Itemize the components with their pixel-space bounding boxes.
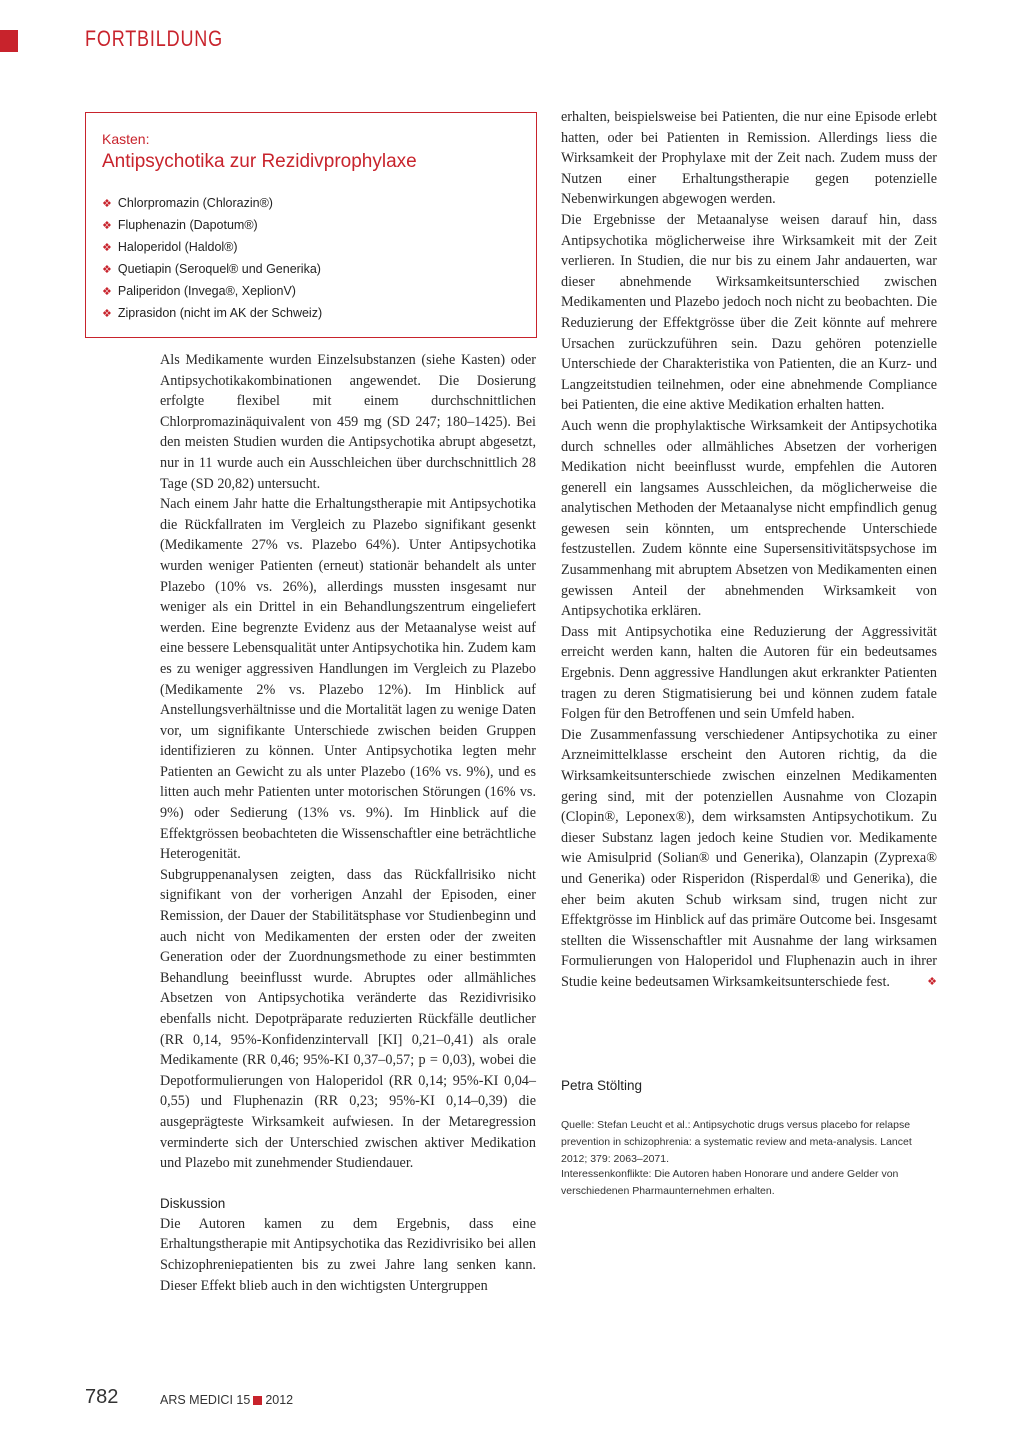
- paragraph: Die Ergebnisse der Metaanalyse weisen darauf hin, dass Antipsychotika möglicherweise ihre Wirksamkeit mit der Zeit verlieren. In Studien, die nur bis zu einem Jahr andauerten, war dieser abnehmende Wirksamkeitsunterschied zwischen Medikamenten und Plazebo jedoch noch nicht zu beobachten. Die Reduzierung der Effektgrösse über die Zeit könnte auf mehrere Ursachen zurückzuführen sein. Dazu gehören potenzielle Unterschiede der Charakteristika von Patienten, die an Kurz- und Langzeitstudien teilnehmen, oder eine abnehmende Compliance bei Patienten, die eine aktive Medikation erhalten hatten.: [561, 211, 937, 414]
- list-item: ❖ Quetiapin (Seroquel® und Generika): [102, 262, 321, 276]
- paragraph: Dass mit Antipsychotika eine Reduzierung der Aggressivität erreicht werden kann, halten die Autoren für ein bedeutsames Ergebnis. Denn aggressive Handlungen akut erkrankter Patienten tragen zu deren Stigmatisierung bei und können zudem fatale Folgen für den Betroffenen und sein Umfeld haben.: [561, 623, 937, 723]
- diamond-icon: ❖: [102, 264, 112, 276]
- paragraph: Die Autoren kamen zu dem Ergebnis, dass eine Erhaltungstherapie mit Antipsychotika das Rezidivrisiko bei allen Schizophreniepatienten bis zu zwei Jahre lang senken kann. Dieser Effekt blieb auch in den wichtigsten Untergruppen: [160, 1215, 536, 1294]
- diamond-icon: ❖: [102, 286, 112, 298]
- box-label: Kasten:: [102, 131, 150, 147]
- paragraph: Als Medikamente wurden Einzelsubstanzen (siehe Kasten) oder Antipsychotikakombinationen angewendet. Die Dosierung erfolgte flexibel mit einem durchschnittlichen Chlorpromazinäquivalent von 459 mg (SD 247; 180–1425). Bei den meisten Studien wurden die Antipsychotika abrupt abgesetzt, nur in 11 wurde auch ein Ausschleichen über durchschnittlich 28 Tage (SD 20,82) untersucht.: [160, 352, 536, 492]
- list-item: ❖ Ziprasidon (nicht im AK der Schweiz): [102, 306, 323, 320]
- list-item: ❖ Fluphenazin (Dapotum®): [102, 218, 258, 232]
- diamond-icon: ❖: [102, 308, 112, 320]
- section-title: FORTBILDUNG: [85, 26, 223, 51]
- paragraph: Auch wenn die prophylaktische Wirksamkeit der Antipsychotika durch schnelles oder allmähliches Absetzen der vorherigen Medikation nicht beeinflusst wurde, empfehlen die Autoren generell ein langsames Ausschleichen, da möglicherweise die analytischen Methoden der Metaanalyse nicht empfindlich genug gewesen sein könnten, um entsprechende Unterschiede festzustellen. Zudem könnte eine Supersensitivitätspsychose im Zusammenhang mit abruptem Absetzen von Medikamenten einen gewissen Anteil der abnehmenden Wirksamkeit von Antipsychotika erklären.: [561, 417, 937, 620]
- section-accent-bar: [0, 30, 18, 52]
- list-item: ❖ Paliperidon (Invega®, XeplionV): [102, 284, 296, 298]
- diamond-icon: ❖: [102, 242, 112, 254]
- diamond-icon: ❖: [102, 198, 112, 210]
- paragraph: Die Zusammenfassung verschiedener Antipsychotika zu einer Arzneimittelklasse erscheint den Autoren richtig, da die Wirksamkeitsunterschiede zwischen einzelnen Medikamenten gering sind, mit der potenziellen Ausnahme von Clozapin (Clopin®, Leponex®), dem wirksamsten Antipsychotikum. Zu dieser Substanz lagen jedoch keine Studien vor. Medikamente wie Amisulprid (Solian® und Generika), Olanzapin (Zyprexa® und Generika) oder Risperidon (Risperdal® und Generika), die eher beim akuten Schub wirksam sind, trugen nicht zur Effektgrösse im Hinblick auf das primäre Outcome bei. Insgesamt stellten die Wissenschaftler mit Ausnahme der lang wirksamen Formulierungen von Haloperidol und Fluphenazin auch in ihrer Studie keine bedeutsamen Wirksamkeitsunterschiede fest. ❖: [561, 725, 937, 993]
- journal-footer: ARS MEDICI 15 2012: [160, 1393, 294, 1407]
- section-heading: Diskussion: [160, 1195, 226, 1211]
- box-title: Antipsychotika zur Rezidivprophylaxe: [102, 151, 417, 172]
- list-item: ❖ Chlorpromazin (Chlorazin®): [102, 196, 273, 210]
- diamond-icon: ❖: [102, 220, 112, 232]
- paragraph: Nach einem Jahr hatte die Erhaltungstherapie mit Antipsychotika die Rückfallraten im Vergleich zu Plazebo signifikant gesenkt (Medikamente 27% vs. Plazebo 64%). Unter Antipsychotika wurden weniger Patienten (erneut) stationär behandelt als unter Plazebo (10% vs. 26%), allerdings mussten insgesamt nur weniger als ein Drittel in ein Behandlungszentrum eingeliefert werden. Eine begrenzte Evidenz aus der Metaanalyse weist auf eine bessere Lebensqualität unter Antipsychotika hin. Zudem kam es zu weniger aggressiven Handlungen im Vergleich zu Plazebo (Medikamente 2% vs. Plazebo 12%). Im Hinblick auf Anstellungsverhältnisse und die Mortalität lagen zu wenige Daten vor, um signifikante Unterschiede zwischen beiden Gruppen identifizieren zu können. Unter Antipsychotika legten mehr Patienten an Gewicht zu als unter Plazebo (16% vs. 9%), und es litten auch mehr Patienten unter motorischen Störungen (16% vs. 9%) oder Sedierung (13% vs. 9%). Im Hinblick auf die Effektgrössen beobachteten die Wissenschaftler eine beträchtliche Heterogenität.: [160, 496, 536, 863]
- box-list: [102, 193, 322, 325]
- diamond-icon: ❖: [927, 975, 937, 988]
- left-column: [160, 350, 536, 1296]
- author-name: Petra Stölting: [561, 1078, 643, 1093]
- list-item: ❖ Haloperidol (Haldol®): [102, 240, 238, 254]
- right-column: [561, 107, 937, 993]
- paragraph: erhalten, beispielsweise bei Patienten, die nur eine Episode erlebt hatten, oder bei Patienten in Remission. Allerdings liess die Wirksamkeit der Prophylaxe mit der Zeit nach. Zudem muss der Nutzen einer Erhaltungstherapie gegen potenzielle Nebenwirkungen abgewogen werden.: [561, 109, 937, 208]
- page-number: 782: [85, 1386, 119, 1408]
- source-note: Quelle: Stefan Leucht et al.: Antipsychotic drugs versus placebo for relapse prevention in schizophrenia: a systematic review and meta-analysis. Lancet 2012; 379: 2063–2071.: [561, 1119, 912, 1165]
- info-box: [85, 112, 537, 338]
- paragraph: Subgruppenanalysen zeigten, dass das Rückfallrisiko nicht signifikant von der vorherigen Anzahl der Episoden, einer Remission, der Dauer der Stabilitätsphase vor Studienbeginn und auch nicht von Medikamenten der ersten oder der zweiten Generation oder der Zuordnungsmethode zu einer bestimmten Behandlung beeinflusst wurde. Abruptes oder allmähliches Absetzen von Antipsychotika veränderte das Rezidivrisiko ebenfalls nicht. Depotpräparate reduzierten Rückfälle deutlicher (RR 0,14, 95%-Konfidenzintervall [KI] 0,21–0,41) als orale Medikamente (RR 0,46; 95%-KI 0,37–0,57; p = 0,03), wobei die Depotformulierungen von Haloperidol (RR 0,14; 95%-KI 0,04–0,55) und Fluphenazin (RR 0,23; 95%-KI 0,14–0,39) die ausgeprägteste Wirksamkeit aufwiesen. In der Metaregression verminderte sich der Unterschied zwischen aktiver Medikation und Plazebo mit zunehmender Studiendauer.: [160, 866, 536, 1172]
- square-icon: [253, 1396, 262, 1405]
- conflict-note: Interessenkonflikte: Die Autoren haben Honorare und andere Gelder von verschiedenen Pharmaunternehmen erhalten.: [561, 1168, 899, 1197]
